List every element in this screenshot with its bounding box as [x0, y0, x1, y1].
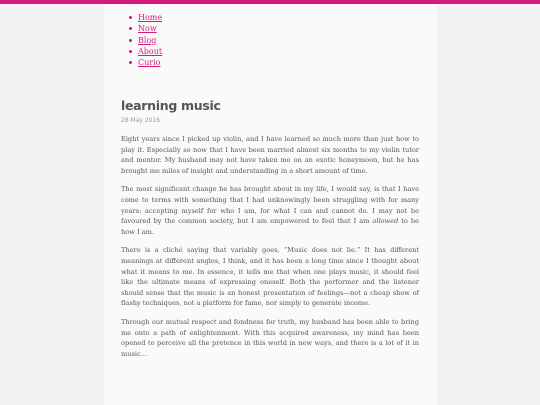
post-paragraph-1: Eight years since I picked up violin, and I have learned so much more than just how to play it. Especially so now that I have been married almost six months to my violin tutor and mentor. My husband may not have taken me on an exotic honeymoon, but he has brought me miles of insight and understanding in a short amount of time.: [121, 135, 419, 175]
post-paragraph-3: There is a cliché saying that variably goes, “Music does not lie.” It has different meanings at different angles, I think, and it has been a long time since I thought about what it means to me. In essence, it tells me that when one plays music, it should feel like the ultimate means of expressing oneself. Both the performer and the listener should sense that the music is an honest presentation of feelings—not a cheap show of flashy techniques, not a platform for fame, nor simply to generate income.: [121, 246, 419, 308]
post-paragraph-2-text: The most significant change he has brought about in my life, I would say, is that I have come to terms with something that I had unknowingly been struggling with for many years: accepting myself for who I am, for what I can and cannot do. I may not be favoured by the common society, but I am empowered to feel that I am: [121, 185, 419, 226]
nav-link-curio[interactable]: Curio: [138, 58, 161, 68]
nav-item-curio: [129, 57, 162, 68]
nav-item-home: [129, 12, 162, 23]
nav-item-now: [129, 23, 162, 34]
nav-link-about[interactable]: About: [138, 46, 163, 56]
nav-link-home[interactable]: Home: [138, 13, 163, 22]
post-paragraph-2-tail: to be how I am.: [121, 217, 419, 236]
post-emphasis-allowed: allowed: [372, 217, 399, 226]
nav-link-blog[interactable]: Blog: [138, 35, 157, 45]
main-nav: [129, 12, 162, 68]
post-date: 28 May 2016: [121, 117, 161, 124]
blog-post: [121, 98, 419, 367]
post-body: [121, 134, 419, 359]
nav-item-about: [129, 46, 162, 57]
post-paragraph-4: Through our mutual respect and fondness for truth, my husband has been able to bring me onto a path of enlightenment. With this acquired awareness, my mind has been opened to perceive all the pretence in this world in new ways, and there is a lot of it in music...: [121, 317, 419, 358]
nav-link-now[interactable]: Now: [138, 24, 157, 34]
nav-item-blog: [129, 35, 162, 46]
post-title: learning music: [121, 98, 221, 113]
post-paragraph-2: [121, 184, 419, 237]
